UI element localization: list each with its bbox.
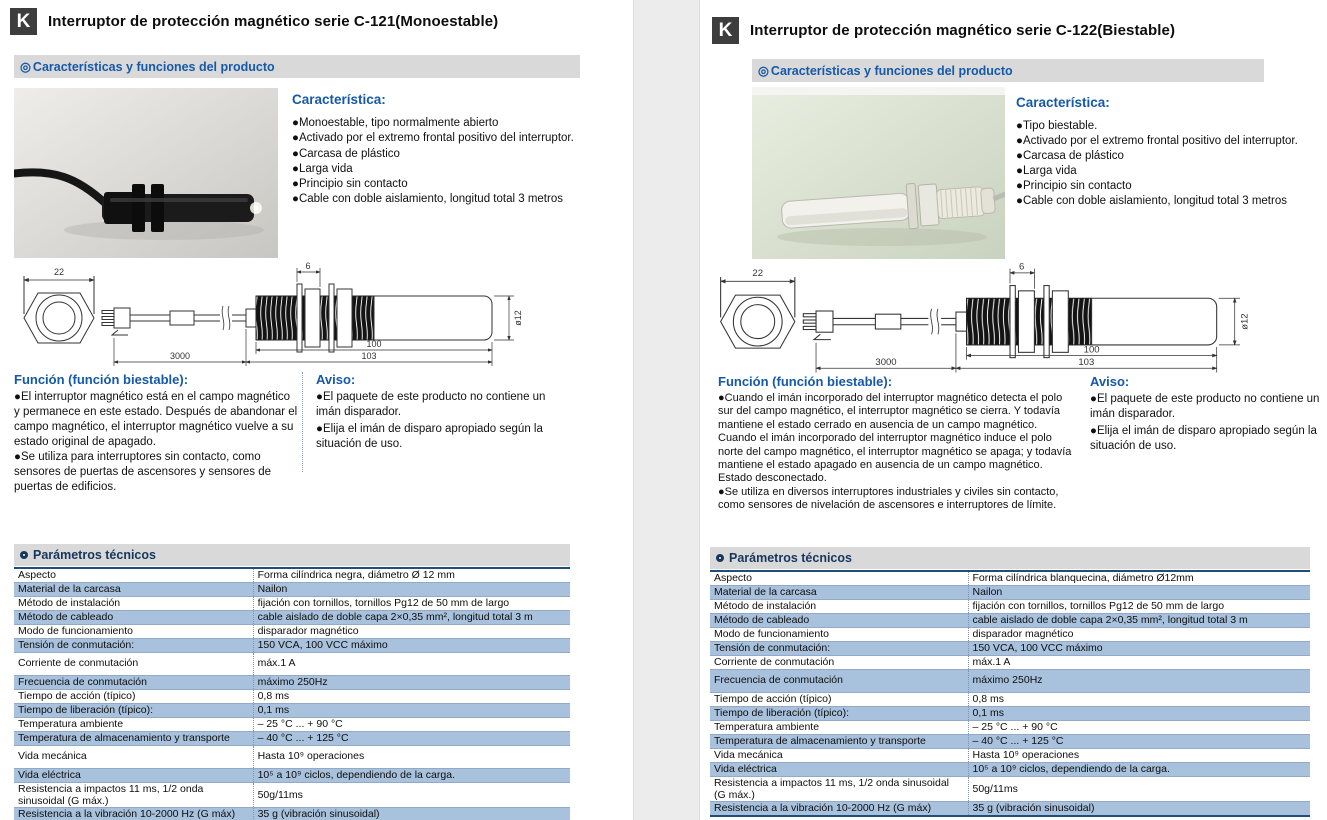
feature-item: ●Larga vida <box>292 162 353 175</box>
function-text <box>718 392 1076 513</box>
param-label: Tiempo de acción (típico) <box>710 692 968 706</box>
page-header <box>10 8 498 35</box>
param-value: disparador magnético <box>253 624 570 638</box>
param-row <box>14 638 570 652</box>
feature-item: ●Carcasa de plástico <box>292 147 400 160</box>
param-value: máximo 250Hz <box>253 675 570 689</box>
features-heading: Característica: <box>292 92 386 107</box>
param-value: Hasta 10⁹ operaciones <box>253 745 570 768</box>
param-value: – 25 °C ... + 90 °C <box>253 717 570 731</box>
param-value: 35 g (vibración sinusoidal) <box>253 808 570 820</box>
param-row <box>710 599 1310 613</box>
param-label: Tiempo de liberación (típico): <box>710 706 968 720</box>
notice-item: ●Elija el imán de disparo apropiado según la situación de uso. <box>316 422 543 450</box>
param-row <box>710 734 1310 748</box>
black-switch-photo <box>14 88 278 258</box>
param-row <box>710 669 1310 692</box>
param-row <box>710 720 1310 734</box>
feature-item: ●Tipo biestable. <box>1016 120 1098 132</box>
param-value: disparador magnético <box>968 627 1310 641</box>
param-label: Resistencia a la vibración 10-2000 Hz (G máx) <box>710 802 968 816</box>
function-block <box>14 372 298 495</box>
function-paragraph: ●Se utiliza para interruptores sin contacto, como sensores de puertas de ascensores y sensores de puertas de edificios. <box>14 450 271 493</box>
params-header-label: Parámetros técnicos <box>729 551 852 565</box>
param-label: Modo de funcionamiento <box>710 627 968 641</box>
param-row <box>710 762 1310 776</box>
dimension-drawing <box>710 258 1310 375</box>
dim-body-length: 100 <box>1083 344 1100 356</box>
param-label: Resistencia a impactos 11 ms, 1/2 onda sinusoidal (G máx.) <box>14 782 253 808</box>
param-label: Método de instalación <box>710 599 968 613</box>
page-c121 <box>0 0 633 820</box>
notice-list <box>316 390 570 452</box>
section-header-label: Características y funciones del producto <box>32 59 275 74</box>
param-row <box>710 655 1310 669</box>
param-row <box>14 596 570 610</box>
page-divider <box>633 0 700 820</box>
param-value: 150 VCA, 100 VCC máximo <box>968 641 1310 655</box>
param-row <box>14 808 570 820</box>
features-block <box>1016 95 1320 209</box>
function-heading: Función (función biestable): <box>14 372 189 387</box>
param-value: cable aislado de doble capa 2×0,35 mm², longitud total 3 m <box>968 613 1310 627</box>
section-header-label: Características y funciones del producto <box>770 63 1013 78</box>
param-row <box>14 675 570 689</box>
dim-cable-length: 3000 <box>875 357 897 369</box>
param-value: Hasta 10⁹ operaciones <box>968 748 1310 762</box>
param-label: Modo de funcionamiento <box>14 624 253 638</box>
feature-item: ●Cable con doble aislamiento, longitud total 3 metros <box>292 193 563 206</box>
param-row <box>710 802 1310 816</box>
ring-icon <box>20 551 28 559</box>
param-value: Nailon <box>253 582 570 596</box>
page-title: Interruptor de protección magnético serie C-121(Monoestable) <box>48 13 499 30</box>
dim-thread: 6 <box>305 261 311 271</box>
page-header <box>712 17 1175 44</box>
page-title: Interruptor de protección magnético serie C-122(Biestable) <box>750 22 1176 39</box>
white-switch-photo <box>752 87 1005 259</box>
param-row <box>710 627 1310 641</box>
notice-block <box>302 372 570 472</box>
feature-item: ●Carcasa de plástico <box>1016 149 1124 162</box>
param-row <box>14 652 570 675</box>
param-value: fijación con tornillos, tornillos Pg12 de 50 mm de largo <box>253 596 570 610</box>
function-text <box>14 390 298 495</box>
param-label: Corriente de conmutación <box>710 655 968 669</box>
dim-diameter: ø12 <box>513 310 523 326</box>
ring-icon <box>716 554 724 562</box>
dim-hex-width: 22 <box>752 268 764 280</box>
param-value: Forma cilíndrica negra, diámetro Ø 12 mm <box>253 568 570 582</box>
param-label: Temperatura de almacenamiento y transporte <box>710 734 968 748</box>
function-block <box>718 374 1076 513</box>
params-header <box>710 547 1310 569</box>
k-logo: K <box>10 8 37 35</box>
dimension-drawing <box>14 258 580 368</box>
param-label: Tiempo de acción (típico) <box>14 689 253 703</box>
param-label: Vida mecánica <box>710 748 968 762</box>
dim-diameter: ø12 <box>1239 313 1251 330</box>
param-row <box>14 689 570 703</box>
dim-total-length: 103 <box>361 351 377 361</box>
param-label: Tensión de conmutación: <box>710 641 968 655</box>
param-row <box>14 768 570 782</box>
param-row <box>710 776 1310 802</box>
notice-item: ●Elija el imán de disparo apropiado según la situación de uso. <box>1090 424 1317 452</box>
param-row <box>710 613 1310 627</box>
param-label: Método de cableado <box>14 610 253 624</box>
param-label: Tensión de conmutación: <box>14 638 253 652</box>
param-row <box>710 641 1310 655</box>
k-logo: K <box>712 17 739 44</box>
param-label: Material de la carcasa <box>14 582 253 596</box>
param-row <box>710 748 1310 762</box>
param-value: 50g/11ms <box>253 782 570 808</box>
dim-cable-length: 3000 <box>169 351 191 361</box>
notice-block <box>1090 374 1320 456</box>
param-label: Aspecto <box>710 571 968 585</box>
param-row <box>14 568 570 582</box>
param-label: Frecuencia de conmutación <box>710 669 968 692</box>
params-table <box>14 567 570 820</box>
param-value: – 40 °C ... + 125 °C <box>253 731 570 745</box>
param-label: Vida eléctrica <box>14 768 253 782</box>
param-row <box>710 706 1310 720</box>
dim-body-length: 100 <box>366 339 382 349</box>
param-value: 35 g (vibración sinusoidal) <box>968 802 1310 816</box>
param-value: 0,1 ms <box>253 703 570 717</box>
feature-item: ●Activado por el extremo frontal positivo del interruptor. <box>1016 134 1298 147</box>
feature-item: ●Larga vida <box>1016 164 1077 177</box>
param-value: máx.1 A <box>968 655 1310 669</box>
param-row <box>14 624 570 638</box>
section-header <box>14 55 580 78</box>
notice-item: ●El paquete de este producto no contiene un imán disparador. <box>1090 393 1320 420</box>
param-row <box>14 782 570 808</box>
param-label: Aspecto <box>14 568 253 582</box>
param-value: – 25 °C ... + 90 °C <box>968 720 1310 734</box>
function-paragraph: ●El interruptor magnético está en el campo magnético y permanece en este estado. Después de abandonar el campo magnético, el interruptor magnético vuelve a su estado original de apagado. <box>14 391 298 448</box>
param-row <box>14 731 570 745</box>
function-heading: Función (función biestable): <box>718 374 893 389</box>
params-table <box>710 570 1310 817</box>
dim-thread: 6 <box>1019 261 1025 273</box>
param-value: 10⁵ a 10⁹ ciclos, dependiendo de la carga. <box>968 762 1310 776</box>
param-row <box>14 745 570 768</box>
notice-heading: Aviso: <box>1090 374 1130 389</box>
feature-item: ●Activado por el extremo frontal positivo del interruptor. <box>292 132 574 145</box>
technical-drawing <box>14 258 580 368</box>
param-label: Método de instalación <box>14 596 253 610</box>
notice-list <box>1090 392 1320 454</box>
param-row <box>14 703 570 717</box>
param-value: 0,1 ms <box>968 706 1310 720</box>
features-list <box>292 116 580 208</box>
dim-total-length: 103 <box>1078 357 1095 369</box>
param-label: Corriente de conmutación <box>14 652 253 675</box>
param-row <box>14 582 570 596</box>
param-value: fijación con tornillos, tornillos Pg12 de 50 mm de largo <box>968 599 1310 613</box>
features-heading: Característica: <box>1016 95 1110 110</box>
feature-item: ●Monoestable, tipo normalmente abierto <box>292 117 499 129</box>
param-value: cable aislado de doble capa 2×0,35 mm², longitud total 3 m <box>253 610 570 624</box>
section-header <box>752 59 1264 82</box>
param-label: Vida eléctrica <box>710 762 968 776</box>
dim-hex-width: 22 <box>53 267 65 277</box>
feature-item: ●Principio sin contacto <box>1016 179 1132 192</box>
param-value: máximo 250Hz <box>968 669 1310 692</box>
param-label: Frecuencia de conmutación <box>14 675 253 689</box>
features-block <box>292 92 580 208</box>
param-value: máx.1 A <box>253 652 570 675</box>
param-row <box>710 571 1310 585</box>
param-value: – 40 °C ... + 125 °C <box>968 734 1310 748</box>
param-value: Forma cilíndrica blanquecina, diámetro Ø12mm <box>968 571 1310 585</box>
param-value: 50g/11ms <box>968 776 1310 802</box>
params-header-label: Parámetros técnicos <box>33 548 156 562</box>
param-label: Temperatura de almacenamiento y transporte <box>14 731 253 745</box>
param-row <box>14 717 570 731</box>
feature-item: ●Principio sin contacto <box>292 178 408 191</box>
param-label: Vida mecánica <box>14 745 253 768</box>
product-photo <box>14 88 278 258</box>
param-label: Material de la carcasa <box>710 585 968 599</box>
double-circle-icon: ◎ <box>20 60 31 74</box>
product-photo <box>752 87 1005 259</box>
features-list <box>1016 119 1320 209</box>
param-value: 150 VCA, 100 VCC máximo <box>253 638 570 652</box>
function-paragraph: ●Se utiliza en diversos interruptores industriales y civiles sin contacto, como sensores de nivelación de ascensores e interruptores de límite. <box>718 485 1059 512</box>
notice-heading: Aviso: <box>316 372 356 387</box>
feature-item: ●Cable con doble aislamiento, longitud total 3 metros <box>1016 194 1287 207</box>
technical-drawing <box>710 258 1310 375</box>
param-row <box>710 585 1310 599</box>
double-circle-icon: ◎ <box>758 64 769 78</box>
param-label: Método de cableado <box>710 613 968 627</box>
function-paragraph: ●Cuando el imán incorporado del interruptor magnético detecta el polo sur del campo magnético, el interruptor magnético se cierra. Y todavía mantiene el estado cerrado en ausencia de un campo magnético. Cuando el imán incorporado del interruptor magnético induce el polo norte del campo magnético, el interruptor magnético se apaga; y todavía mantiene el estado apagado en ausencia de un campo magnético. <box>718 392 1072 472</box>
param-value: 0,8 ms <box>968 692 1310 706</box>
function-paragraph: Estado desconectado. <box>718 472 827 485</box>
param-label: Resistencia a impactos 11 ms, 1/2 onda sinusoidal (G máx.) <box>710 776 968 802</box>
param-value: 10⁵ a 10⁹ ciclos, dependiendo de la carga. <box>253 768 570 782</box>
param-value: Nailon <box>968 585 1310 599</box>
param-label: Temperatura ambiente <box>14 717 253 731</box>
notice-item: ●El paquete de este producto no contiene un imán disparador. <box>316 391 546 418</box>
page-c122 <box>700 0 1327 820</box>
param-label: Tiempo de liberación (típico): <box>14 703 253 717</box>
param-value: 0,8 ms <box>253 689 570 703</box>
param-label: Resistencia a la vibración 10-2000 Hz (G máx) <box>14 808 253 820</box>
params-header <box>14 544 570 566</box>
param-label: Temperatura ambiente <box>710 720 968 734</box>
param-row <box>14 610 570 624</box>
param-row <box>710 692 1310 706</box>
